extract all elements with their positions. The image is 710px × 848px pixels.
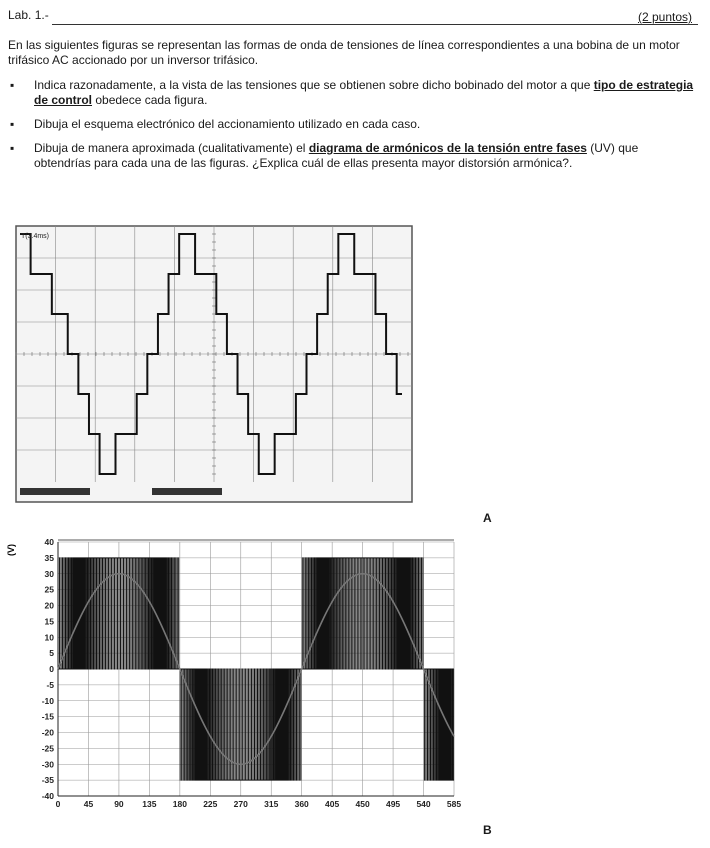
y-tick-label: -25 [41, 743, 54, 754]
task-item-1: ▪ Indica razonadamente, a la vista de las tensiones que se obtienen sobre dicho bobinado del motor a que tipo de estrategia de control obedece cada figura. [8, 78, 698, 108]
y-tick-label: 25 [44, 584, 54, 595]
lab-number: Lab. 1.- [8, 8, 49, 22]
y-tick-label: -5 [46, 679, 54, 690]
x-tick-label: 315 [264, 799, 279, 809]
y-tick-label: 5 [49, 648, 54, 659]
x-tick-label: 180 [172, 799, 187, 809]
x-tick-label: 45 [83, 799, 94, 809]
y-tick-label: 30 [44, 568, 54, 579]
y-axis-label: (V) [6, 544, 16, 556]
x-tick-label: 450 [355, 799, 370, 809]
x-tick-label: 0 [55, 799, 61, 809]
scope-channel1-readout [20, 488, 90, 495]
x-tick-label: 540 [416, 799, 431, 809]
points-label: (2 puntos) [634, 10, 692, 24]
x-tick-label: 270 [233, 799, 248, 809]
x-tick-label: 405 [325, 799, 340, 809]
x-tick-label: 585 [446, 799, 462, 809]
x-tick-label: 225 [203, 799, 218, 809]
x-tick-label: 360 [294, 799, 309, 809]
figure-a-caption: A [483, 511, 492, 525]
y-tick-label: -30 [41, 759, 54, 770]
y-tick-label: 15 [44, 616, 54, 627]
y-tick-label: 35 [44, 552, 54, 563]
intro-paragraph: En las siguientes figuras se representan las formas de onda de tensiones de línea correspondientes a una bobina de un motor trifásico AC accionado por un inversor trifásico. [8, 38, 680, 67]
header [8, 8, 698, 30]
x-tick-label: 495 [385, 799, 401, 809]
y-tick-label: -20 [41, 727, 54, 738]
y-tick-label: 40 [44, 537, 54, 547]
y-tick-label: -10 [41, 695, 54, 706]
task-item-2: ▪ Dibuja el esquema electrónico del accionamiento utilizado en cada caso. [8, 117, 698, 132]
figure-b-caption: B [483, 823, 492, 837]
scope-corner-label: T(3.4ms) [21, 233, 49, 240]
y-tick-label: 10 [44, 632, 54, 643]
task-item-3: ▪ Dibuja de manera aproximada (cualitativamente) el diagrama de armónicos de la tensión entre fases (UV) que obtendrías para cada una de las figuras. ¿Explica cuál de ellas presenta mayor distorsión armónica?. [8, 141, 698, 171]
y-tick-label: -40 [41, 791, 54, 801]
pwm-trace [58, 558, 454, 780]
figure-a-oscilloscope [16, 226, 412, 502]
pwm-waveform [58, 558, 454, 780]
task-list [8, 78, 698, 180]
y-tick-label: 20 [44, 600, 54, 611]
y-tick-label: 0 [49, 664, 54, 674]
x-tick-label: 90 [114, 799, 124, 809]
scope-channel2-readout [152, 488, 222, 495]
figure-b-pwm-chart [8, 534, 460, 812]
y-tick-label: -15 [41, 711, 54, 722]
x-tick-label: 135 [142, 799, 157, 809]
header-rule [52, 24, 698, 25]
y-tick-label: -35 [41, 775, 54, 786]
